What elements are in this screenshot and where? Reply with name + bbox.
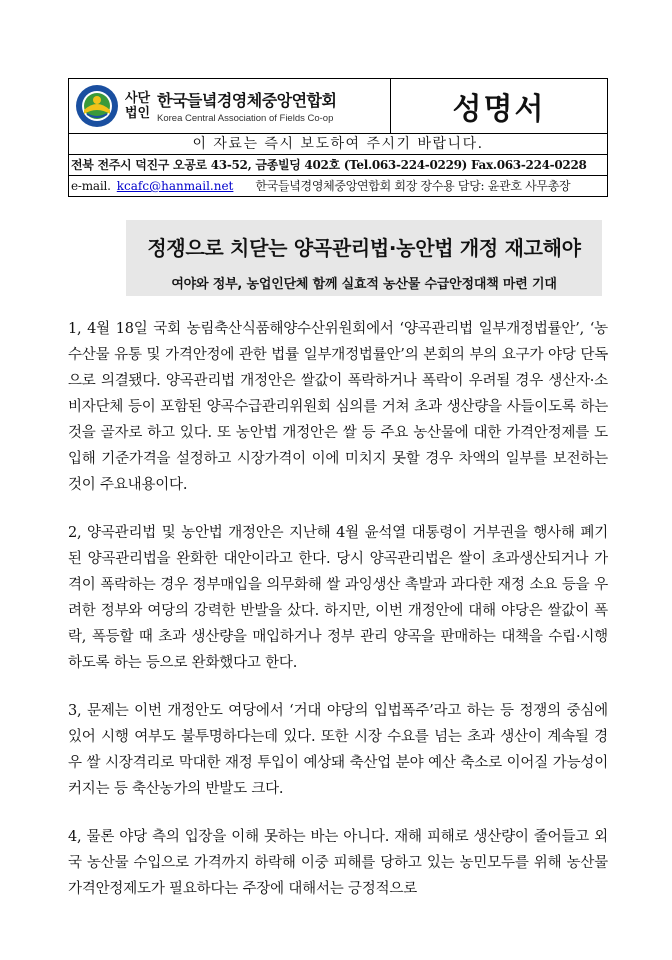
statement-body [68, 316, 608, 902]
email-link[interactable]: kcafc@hanmail.net [116, 179, 234, 193]
letterhead [68, 78, 608, 197]
email-label: e-mail. [71, 179, 111, 193]
paragraph-2: 2, 양곡관리법 및 농안법 개정안은 지난해 4월 윤석열 대통령이 거부권을 행사해 폐기된 양곡관리법을 완화한 대안이라고 한다. 당시 양곡관리법은 쌀이 초과생산되거나 가격이 폭락하는 경우 정부매입을 의무화해 쌀 과잉생산 촉발과 과다한 재정 소요 등을 우려한 정부와 여당의 강력한 반발을 샀다. 하지만, 이번 개정안에 대해 야당은 쌀값이 폭락, 폭등할 때 초과 생산량을 매입하거나 정부 관리 양곡을 판매하는 대책을 수립·시행하도록 하는 등으로 완화했다고 한다. [68, 525, 608, 671]
org-name-korean: 한국들녘경영체중앙연합회 [157, 91, 337, 110]
letterhead-top-row [69, 79, 607, 134]
headline-title: 정쟁으로 치닫는 양곡관리법·농안법 개정 재고해야 [147, 236, 581, 260]
paragraph-4: 4, 물론 야당 측의 입장을 이해 못하는 바는 아니다. 재해 피해로 생산량이 줄어들고 외국 농산물 수입으로 가격까지 하락해 이중 피해를 당하고 있는 농민모두를 위해 농산물 가격안정제도가 필요하다는 주장에 대해서는 긍정적으로 [68, 829, 608, 897]
address-line: 전북 전주시 덕진구 오공로 43-52, 금종빌딩 402호 (Tel.063-224-0229) Fax.063-224-0228 [69, 155, 607, 176]
org-names [157, 88, 336, 124]
release-notice: 이 자료는 즉시 보도하여 주시기 바랍니다. [69, 134, 607, 155]
headline-subtitle: 여야와 정부, 농업인단체 함께 실효적 농산물 수급안정대책 마련 기대 [171, 277, 557, 292]
signature-line: 한국들녘경영체중앙연합회 회장 장수용 담당: 윤관호 사무총장 [255, 179, 571, 193]
org-name-english: Korea Central Association of Fields Co-op [157, 113, 334, 124]
document-title-cell [391, 79, 607, 133]
paragraph-1: 1, 4월 18일 국회 농림축산식품해양수산위원회에서 ‘양곡관리법 일부개정법률안’, ‘농수산물 유통 및 가격안정에 관한 법률 일부개정법률안’의 본회의 부의 요구가 야당 단독으로 의결됐다. 양곡관리법 개정안은 쌀값이 폭락하거나 폭락이 우려될 경우 생산자·소비자단체 등이 포함된 양곡수급관리위원회 심의를 거쳐 초과 생산량을 사들이도록 하는 것을 골자로 하고 있다. 또 농안법 개정안은 쌀 등 주요 농산물에 대한 가격안정제를 도입해 기준가격을 설정하고 시장가격이 이에 미치지 못할 경우 차액의 일부를 보전하는 것이 주요내용이다. [68, 321, 608, 493]
organization-cell [69, 79, 391, 133]
headline-box [126, 220, 602, 296]
document-title: 성명서 [452, 92, 546, 127]
paragraph-3: 3, 문제는 이번 개정안도 여당에서 ‘거대 야당의 입법폭주’라고 하는 등 정쟁의 중심에 있어 시행 여부도 불투명하다는데 있다. 또한 시장 수요를 넘는 초과 생산이 계속될 경우 쌀 시장격리로 막대한 재정 투입이 예상돼 축산업 분야 예산 축소로 이어질 가능성이 커지는 등 축산농가의 반발도 크다. [68, 703, 608, 797]
association-logo-icon [75, 84, 119, 128]
contact-line [69, 176, 607, 196]
org-type-label: 사단 법인 [125, 91, 151, 121]
